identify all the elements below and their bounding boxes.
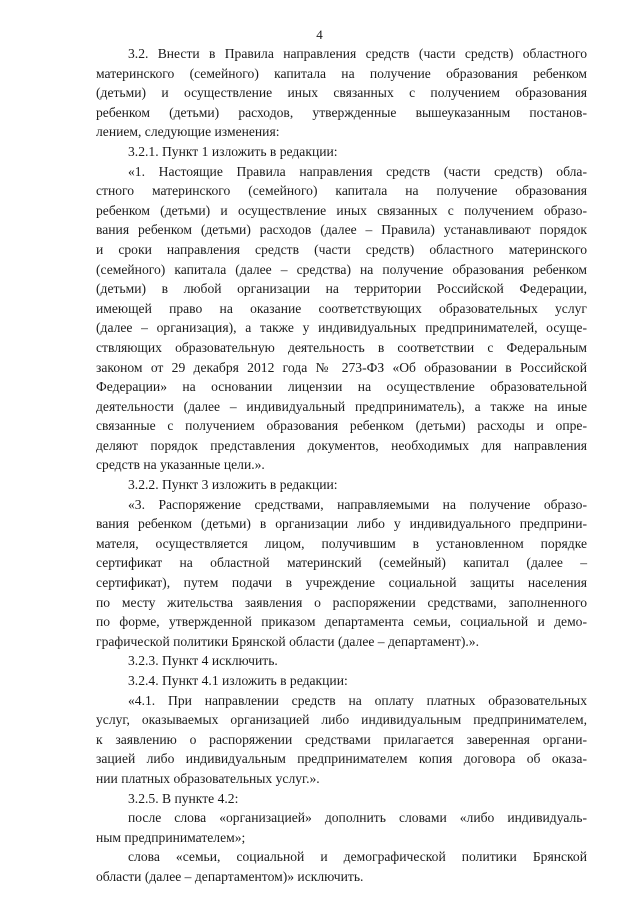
text-line: ствляющих образовательную деятельность в соответствии с Федеральным — [96, 339, 587, 355]
text-line: «3. Распоряжение средствами, направляемыми на получение образо- — [128, 496, 587, 512]
text-line: графической политики Брянской области (далее – департамент).». — [96, 633, 479, 649]
text-line: связанные с получением образования ребенком (детьми) расходы и опре- — [96, 418, 587, 434]
text-line: 3.2.1. Пункт 1 изложить в редакции: — [128, 143, 338, 159]
text-line: «4.1. При направлении средств на оплату платных образовательных — [128, 692, 587, 708]
text-line: (далее – организация), а также у индивидуальных предпринимателей, осуще- — [96, 320, 587, 336]
text-line: сертификат), путем подачи в учреждение социальной защиты населения — [96, 575, 587, 591]
text-line: законом от 29 декабря 2012 года № 273-ФЗ «Об образовании в Российской — [96, 359, 587, 375]
text-line: деляют порядок представления документов, необходимых для направления — [96, 437, 587, 453]
text-line: ребенком (детьми) и осуществление иных связанных с получением образо- — [96, 202, 587, 218]
text-line: слова «семьи, социальной и демографической политики Брянской — [128, 849, 587, 865]
text-line: ребенком (детьми) расходов, утвержденные вышеуказанным постанов- — [96, 104, 587, 120]
text-line: по месту жительства заявления о распоряжении средствами, заполненного — [96, 594, 587, 610]
text-line: сертификат на областной материнский (семейный) капитал (далее – — [96, 555, 587, 571]
text-line: и сроки направления средств (части средств) областного материнского — [96, 241, 587, 257]
text-line: 3.2.2. Пункт 3 изложить в редакции: — [128, 477, 338, 493]
text-line: Федерации» на основании лицензии на осуществление образовательной — [96, 379, 587, 395]
text-line: услуг, оказываемых организацией либо индивидуальным предпринимателем, — [96, 712, 587, 728]
text-line: вания ребенком (детьми) в организации либо у индивидуального предприни- — [96, 516, 587, 532]
text-line: стного материнского (семейного) капитала на получение образования — [96, 183, 587, 199]
text-line: лением, следующие изменения: — [96, 124, 280, 140]
text-line: 3.2.4. Пункт 4.1 изложить в редакции: — [128, 673, 348, 688]
text-line: средств на указанные цели.». — [96, 457, 265, 473]
text-line: зацией либо индивидуальным предпринимателем копия договора об оказа- — [96, 751, 587, 767]
text-line: ным предпринимателем»; — [96, 829, 246, 845]
text-line: нии платных образовательных услуг.». — [96, 770, 320, 786]
text-line: материнского (семейного) капитала на получение образования ребенком — [96, 65, 587, 81]
text-line: имеющей право на оказание соответствующих образовательных услуг — [96, 300, 587, 316]
text-line: 3.2.5. В пункте 4.2: — [128, 790, 239, 806]
text-line: (детьми) в любой организации на территории Российской Федерации, — [96, 281, 587, 297]
text-line: по форме, утвержденной приказом департамента семьи, социальной и демо- — [96, 614, 587, 630]
text-line: «1. Настоящие Правила направления средств (части средств) обла- — [128, 163, 587, 179]
text-line: 3.2. Внести в Правила направления средств (части средств) областного — [128, 46, 587, 61]
text-line: к заявлению о распоряжении средствами прилагается заверенная органи- — [96, 731, 587, 747]
text-line: (детьми) и осуществление иных связанных с получением образования — [96, 85, 587, 101]
text-line: вания ребенком (детьми) расходов (далее – Правила) устанавливают порядок — [96, 222, 587, 238]
text-line: области (далее – департаментом)» исключить. — [96, 868, 364, 884]
text-line: (семейного) капитала (далее – средства) на получение образования ребенком — [96, 261, 587, 277]
text-line: 3.2.3. Пункт 4 исключить. — [128, 653, 278, 669]
text-line: деятельности (далее – индивидуальный предприниматель), а также на иные — [96, 398, 587, 414]
text-line: после слова «организацией» дополнить словами «либо индивидуаль- — [128, 810, 587, 826]
text-line: мателя, осуществляется лицом, получившим в установленном порядке — [96, 535, 587, 551]
document-body — [96, 44, 587, 887]
page-number: 4 — [316, 27, 323, 42]
